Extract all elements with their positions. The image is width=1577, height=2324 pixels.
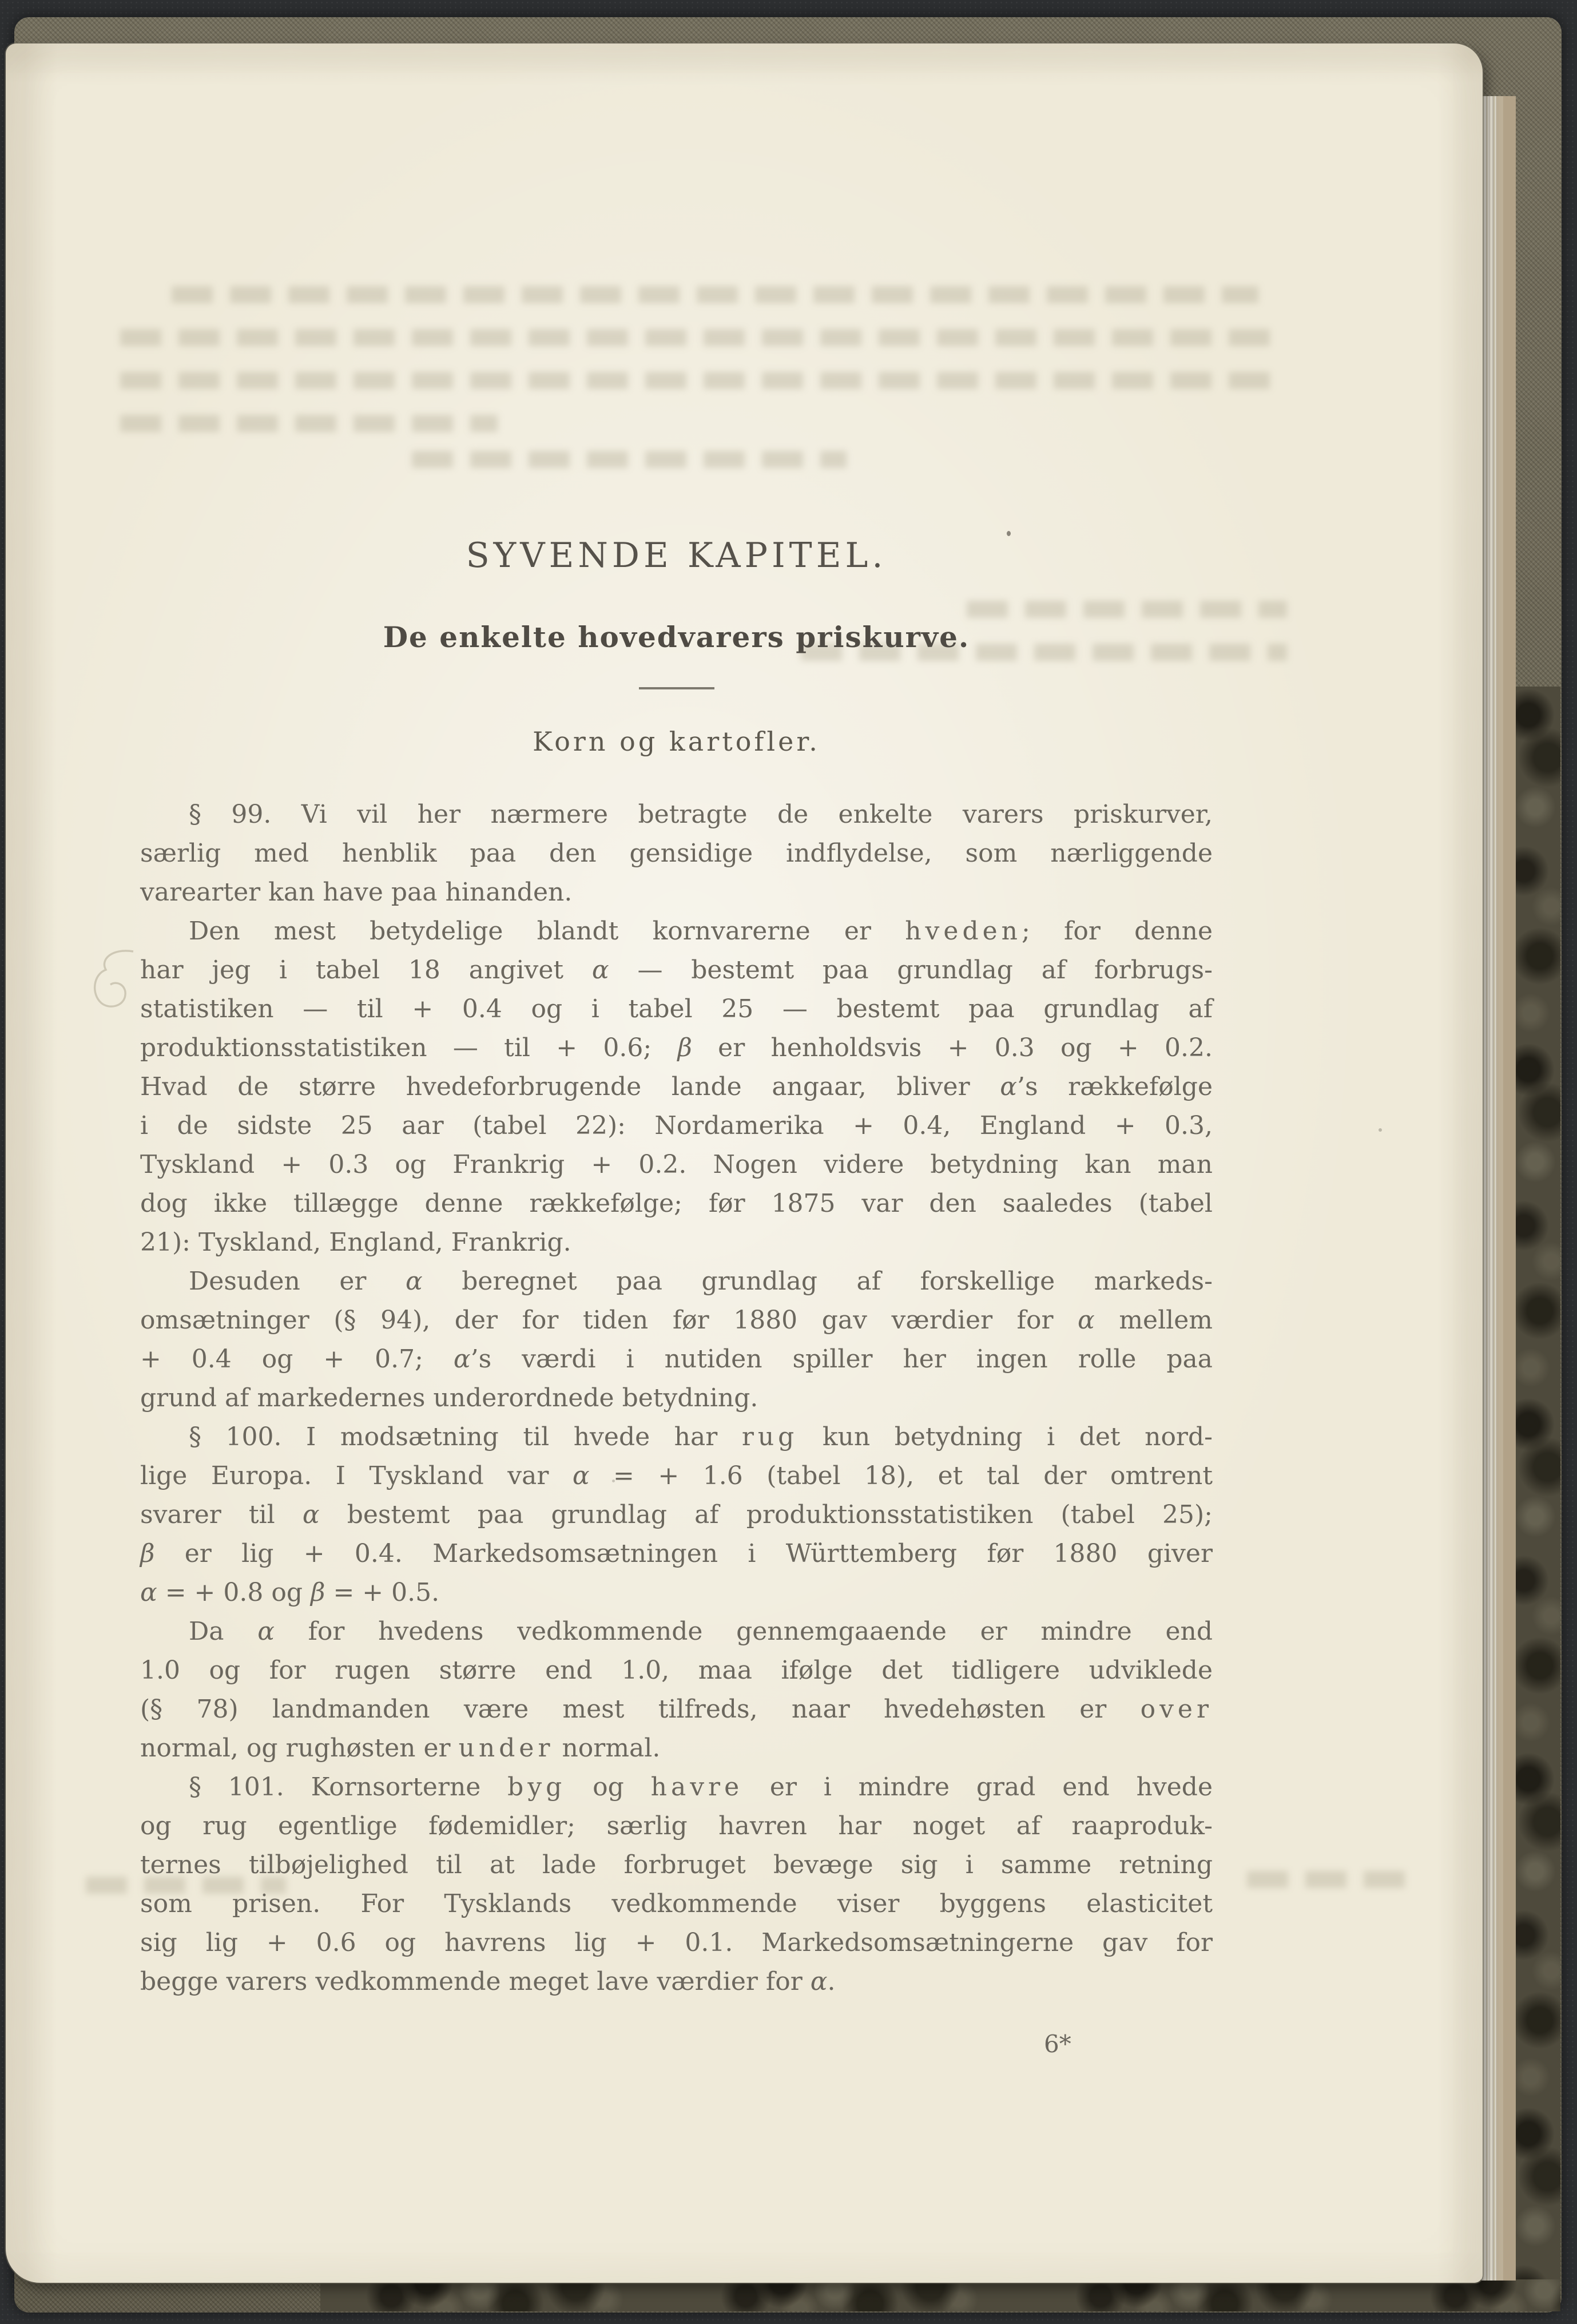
text-line [140, 1223, 1213, 1262]
text-line [140, 1962, 1213, 2001]
text-segment: mellem [1094, 1306, 1213, 1335]
text-segment: rug [741, 1422, 799, 1451]
book-cover-marbled-edge-right [1515, 687, 1560, 2311]
paper-speck [1379, 1128, 1382, 1132]
text-segment: + 0.4 og + 0.7; [140, 1345, 454, 1374]
text-line [140, 1262, 1213, 1301]
text-segment: ternes tilbøjelighed til at lade forbruget bevæge sig i samme retning [140, 1850, 1213, 1879]
text-segment: og [566, 1772, 651, 1802]
text-segment: α [302, 1500, 320, 1529]
book-cover-marbled-edge-bottom [320, 2279, 1560, 2311]
text-line [140, 1457, 1213, 1496]
text-segment: = + 0.8 og [157, 1578, 311, 1607]
signature-line [140, 2030, 1213, 2061]
text-segment: Hvad de større hvedeforbrugende lande angaar, bliver [140, 1072, 1000, 1101]
text-line [140, 951, 1213, 990]
page-stack-fore-edge [1481, 96, 1516, 2281]
text-segment: . [827, 1967, 836, 1996]
body-text [140, 795, 1213, 2001]
text-segment: α [810, 1967, 828, 1996]
text-segment: over [1140, 1695, 1213, 1724]
text-segment: for hvedens vedkommende gennemgaaende er mindre end [274, 1617, 1213, 1646]
text-segment: har jeg i tabel 18 angivet [140, 955, 592, 985]
text-segment: svarer til [140, 1500, 303, 1529]
text-segment: Desuden er [189, 1267, 406, 1296]
text-line [140, 1107, 1213, 1145]
text-segment: særlig med henblik paa den gensidige indflydelse, som nærliggende [140, 839, 1213, 868]
text-segment: dog ikke tillægge denne rækkefølge; før 1875 var den saaledes (tabel [140, 1189, 1213, 1218]
text-line [140, 1068, 1213, 1107]
section-heading: Korn og kartofler. [533, 726, 820, 757]
text-segment: er henholdsvis + 0.3 og + 0.2. [692, 1033, 1213, 1062]
chapter-subtitle: De enkelte hovedvarers priskurve. [383, 620, 970, 654]
bleed-through-line [120, 329, 1281, 346]
text-segment: β [140, 1539, 155, 1568]
text-line [140, 1924, 1213, 1962]
text-segment: lige Europa. I Tyskland var [140, 1461, 573, 1490]
text-segment: β [311, 1578, 325, 1607]
text-line [140, 990, 1213, 1029]
text-line [140, 1340, 1213, 1379]
book-page [6, 43, 1483, 2283]
text-segment: hveden [905, 917, 1022, 946]
text-segment: α [572, 1461, 590, 1490]
text-line [140, 1612, 1213, 1651]
text-line [140, 1846, 1213, 1885]
text-segment: normal. [554, 1734, 661, 1763]
text-line [140, 1379, 1213, 1418]
text-segment: produktionsstatistiken — til + 0.6; [140, 1033, 678, 1062]
text-line [140, 1807, 1213, 1846]
text-segment: er lig + 0.4. Markedsomsætningen i Württemberg før 1880 giver [154, 1539, 1213, 1568]
bleed-through-line [120, 372, 1281, 389]
text-segment: sig lig + 0.6 og havrens lig + 0.1. Markedsomsætningerne gav for [140, 1928, 1213, 1957]
text-line [140, 1768, 1213, 1807]
text-segment: α [257, 1617, 275, 1646]
section-divider [639, 687, 714, 689]
text-segment: — bestemt paa grundlag af forbrugs- [609, 955, 1213, 985]
text-segment: (§ 78) landmanden være mest tilfreds, naar hvedehøsten er [140, 1695, 1141, 1724]
text-line [140, 1184, 1213, 1223]
text-line [140, 1534, 1213, 1573]
text-segment: er i mindre grad end hvede [743, 1772, 1213, 1802]
text-segment: Tyskland + 0.3 og Frankrig + 0.2. Nogen videre betydning kan man [140, 1150, 1213, 1179]
text-segment: β [677, 1033, 692, 1062]
text-line [140, 873, 1213, 912]
text-segment: 21): Tyskland, England, Frankrig. [140, 1228, 571, 1257]
text-segment: kun betydning i det nord- [798, 1422, 1213, 1451]
text-segment: ’s rækkefølge [1016, 1072, 1213, 1101]
text-segment: 1.0 og for rugen større end 1.0, maa ifølge det tidligere udviklede [140, 1656, 1213, 1685]
text-segment: omsætninger (§ 94), der for tiden før 1880 gav værdier for [140, 1306, 1078, 1335]
text-segment: og rug egentlige fødemidler; særlig havren har noget af raaproduk- [140, 1811, 1213, 1841]
text-block [140, 535, 1213, 2061]
text-line [140, 1651, 1213, 1690]
text-segment: byg [507, 1772, 566, 1802]
text-segment: under [458, 1734, 554, 1763]
text-line [140, 1496, 1213, 1534]
text-segment: havre [650, 1772, 744, 1802]
text-segment: ’s værdi i nutiden spiller her ingen rolle paa [470, 1345, 1213, 1374]
text-line [140, 1885, 1213, 1924]
text-segment: α [453, 1345, 471, 1374]
text-line [140, 1029, 1213, 1068]
bleed-through-line [412, 451, 847, 468]
text-segment: = + 1.6 (tabel 18), et tal der omtrent [589, 1461, 1213, 1490]
text-line [140, 1145, 1213, 1184]
text-line [140, 834, 1213, 873]
text-segment: § 101. Kornsorterne [189, 1772, 508, 1802]
text-segment: α [405, 1267, 423, 1296]
text-segment: grund af markedernes underordnede betydning. [140, 1383, 758, 1413]
bleed-through-line [120, 415, 498, 432]
text-segment: § 100. I modsætning til hvede har [189, 1422, 742, 1451]
text-line [140, 1573, 1213, 1612]
text-line [140, 795, 1213, 834]
text-line [140, 1729, 1213, 1768]
text-segment: α [591, 955, 609, 985]
text-segment: varearter kan have paa hinanden. [140, 878, 573, 907]
text-segment: begge varers vedkommende meget lave værdier for [140, 1967, 811, 1996]
text-segment: = + 0.5. [325, 1578, 440, 1607]
bleed-through-line [172, 286, 1258, 303]
text-segment: Da [189, 1617, 258, 1646]
text-segment: statistiken — til + 0.4 og i tabel 25 — bestemt paa grundlag af [140, 994, 1213, 1024]
bleed-through-line [1247, 1871, 1413, 1888]
text-line [140, 1418, 1213, 1457]
text-segment: α [1078, 1306, 1095, 1335]
signature-mark: 6* [1044, 2030, 1071, 2058]
text-segment: beregnet paa grundlag af forskellige markeds- [422, 1267, 1213, 1296]
text-segment: i de sidste 25 aar (tabel 22): Nordamerika + 0.4, England + 0.3, [140, 1111, 1213, 1140]
text-segment: Den mest betydelige blandt kornvarerne er [189, 917, 905, 946]
text-segment: α [1000, 1072, 1017, 1101]
text-line [140, 912, 1213, 951]
text-segment: bestemt paa grundlag af produktionsstatistiken (tabel 25); [319, 1500, 1213, 1529]
text-line [140, 1301, 1213, 1340]
text-segment: ; for denne [1021, 917, 1213, 946]
text-segment: som prisen. For Tysklands vedkommende viser byggens elasticitet [140, 1889, 1213, 1918]
text-line [140, 1690, 1213, 1729]
text-segment: α [140, 1578, 157, 1607]
text-segment: normal, og rughøsten er [140, 1734, 459, 1763]
chapter-heading: SYVENDE KAPITEL. [466, 536, 887, 576]
text-segment: § 99. Vi vil her nærmere betragte de enkelte varers priskurver, [189, 800, 1213, 829]
